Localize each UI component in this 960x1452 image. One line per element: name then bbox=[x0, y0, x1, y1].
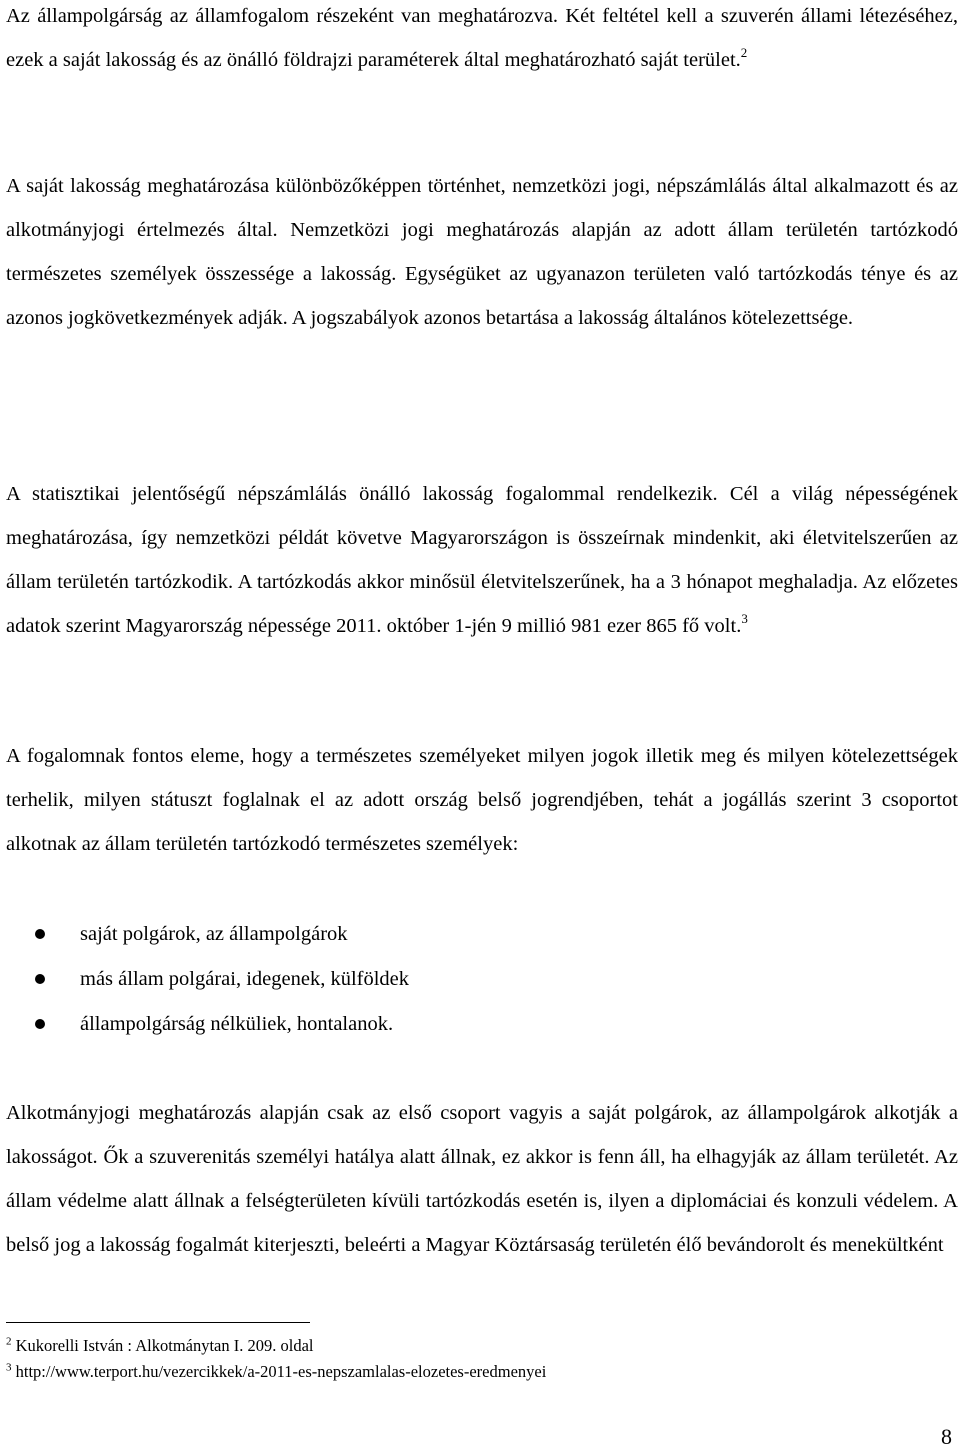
footnote-text: Kukorelli István : Alkotmánytan I. 209. oldal bbox=[15, 1336, 314, 1355]
paragraph-statehood bbox=[6, 0, 958, 82]
paragraph-constitutional-definition: Alkotmányjogi meghatározás alapján csak az első csoport vagyis a saját polgárok, az állampolgárok alkotják a lakosságot. Ők a szuverenitás személyi hatálya alatt állnak, ez akkor is fenn áll, ha elhagyják az állam területét. Az állam védelme alatt állnak a felségterületen kívüli tartózkodás esetén is, ilyen a diplomáciai és konzuli védelem. A belső jog a lakosság fogalmát kiterjeszti, beleérti a Magyar Köztársaság területén élő bevándorolt és menekültként bbox=[6, 1102, 958, 1256]
footnote-link[interactable]: http://www.terport.hu/vezercikkek/a-2011-es-nepszamlalas-elozetes-eredmenyei bbox=[15, 1362, 547, 1381]
footnote-number: 2 bbox=[6, 1335, 12, 1348]
paragraph-census-text: A statisztikai jelentőségű népszámlálás önálló lakosság fogalommal rendelkezik. Cél a világ népességének meghatározása, így nemzetközi példát követve Magyarországon is összeírnak mindenkit, aki életvitelszerűen az állam területén tartózkodik. A tartózkodás akkor minősül életvitelszerűnek, ha a 3 hónapot meghaladja. Az előzetes adatok szerint Magyarország népessége 2011. október 1-jén 9 millió 981 ezer 865 fő volt. bbox=[6, 483, 958, 637]
bullet-icon bbox=[35, 929, 45, 939]
paragraph-census bbox=[6, 472, 958, 648]
paragraph-legal-status: A fogalomnak fontos eleme, hogy a természetes személyeket milyen jogok illetik meg és milyen kötelezettségek terhelik, milyen státuszt foglalnak el az adott ország belső jogrendjében, tehát a jogállás szerint 3 csoportot alkotnak az állam területén tartózkodó természetes személyek: bbox=[6, 745, 958, 855]
list-item bbox=[6, 912, 958, 957]
footnote-3 bbox=[6, 1359, 946, 1385]
paragraph-statehood-text: Az állampolgárság az államfogalom részeként van meghatározva. Két feltétel kell a szuverén állami létezéséhez, ezek a saját lakosság és az önálló földrajzi paraméterek által meghatározható saját terület. bbox=[6, 5, 958, 71]
footnote-2 bbox=[6, 1333, 946, 1359]
footnotes bbox=[6, 1333, 946, 1385]
list-item-text: más állam polgárai, idegenek, külföldek bbox=[80, 968, 410, 990]
paragraph-population-definition: A saját lakosság meghatározása különbözőképpen történhet, nemzetközi jogi, népszámlálás által alkalmazott és az alkotmányjogi értelmezés által. Nemzetközi jogi meghatározás alapján az adott állam területén tartózkodó természetes személyek összessége a lakosság. Egységüket az ugyanazon területen való tartózkodás ténye és az azonos jogkövetkezmények adják. A jogszabályok azonos betartása a lakosság általános kötelezettsége. bbox=[6, 175, 958, 329]
bullet-list bbox=[6, 912, 958, 1047]
page-number: 8 bbox=[941, 1424, 952, 1449]
footnote-ref-3[interactable]: 3 bbox=[741, 610, 748, 626]
footnote-separator bbox=[6, 1322, 310, 1323]
bullet-icon bbox=[35, 974, 45, 984]
list-item-text: állampolgárság nélküliek, hontalanok. bbox=[80, 1013, 394, 1035]
footnote-number: 3 bbox=[6, 1361, 12, 1374]
list-item bbox=[6, 957, 958, 1002]
list-item bbox=[6, 1002, 958, 1047]
bullet-icon bbox=[35, 1019, 45, 1029]
list-item-text: saját polgárok, az állampolgárok bbox=[80, 923, 348, 945]
footnote-ref-2[interactable]: 2 bbox=[740, 44, 748, 60]
